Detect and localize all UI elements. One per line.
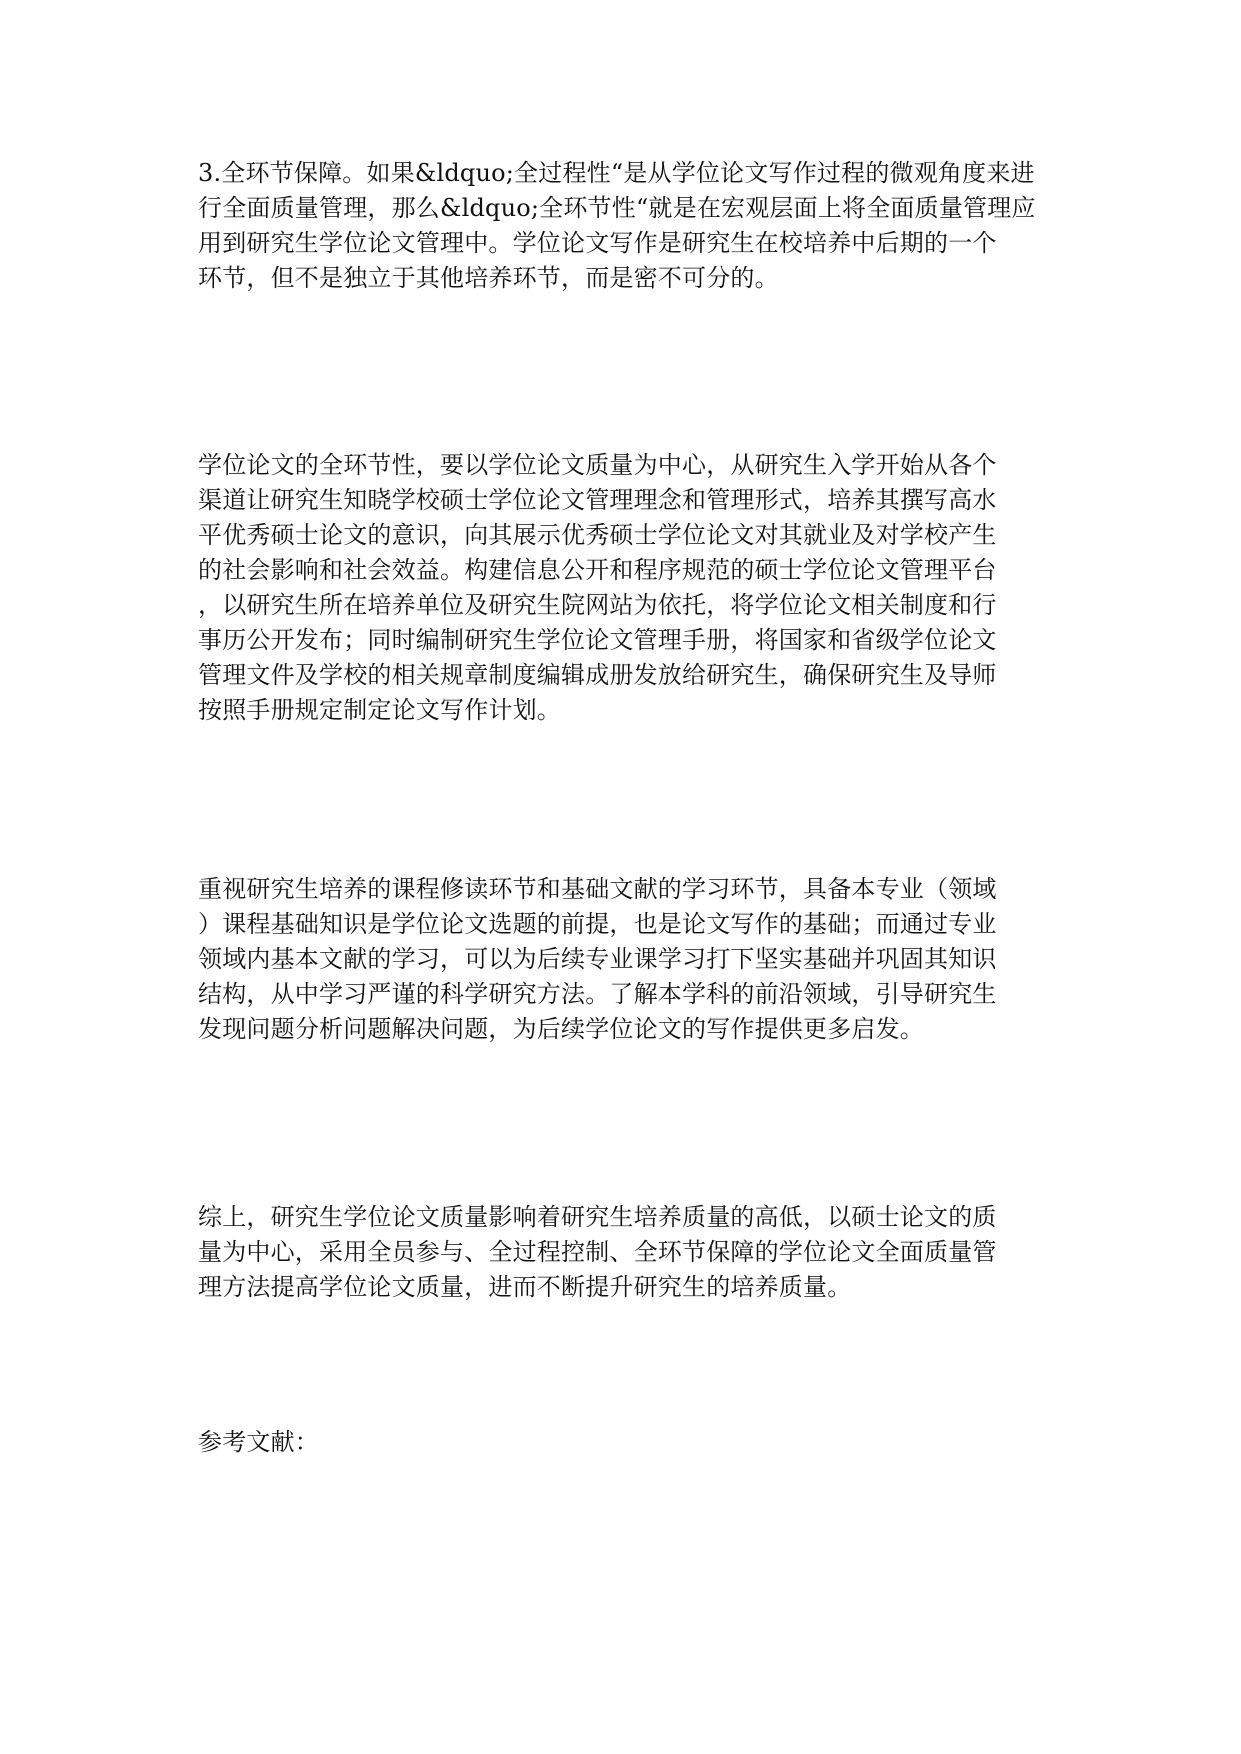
text-line: 学位论文的全环节性，要以学位论文质量为中心，从研究生入学开始从各个 <box>198 451 997 479</box>
paragraph-full-stage-assurance <box>198 156 1038 296</box>
paragraph-conclusion <box>198 1200 1038 1305</box>
text-line: 综上，研究生学位论文质量影响着研究生培养质量的高低，以硕士论文的质 <box>198 1203 997 1231</box>
text-line: 的社会影响和社会效益。构建信息公开和程序规范的硕士学位论文管理平台 <box>198 556 997 584</box>
text-line: 发现问题分析问题解决问题，为后续学位论文的写作提供更多启发。 <box>198 1015 924 1043</box>
references-heading <box>198 1425 1038 1460</box>
text-line: 重视研究生培养的课程修读环节和基础文献的学习环节，具备本专业（领域 <box>198 875 997 903</box>
text-line: 结构，从中学习严谨的科学研究方法。了解本学科的前沿领域，引导研究生 <box>198 980 997 1008</box>
paragraph-course-study <box>198 872 1038 1047</box>
text-line: 环节，但不是独立于其他培养环节，而是密不可分的。 <box>198 264 779 292</box>
text-line: 平优秀硕士论文的意识，向其展示优秀硕士学位论文对其就业及对学校产生 <box>198 521 997 549</box>
text-line: 渠道让研究生知晓学校硕士学位论文管理理念和管理形式，培养其撰写高水 <box>198 486 997 514</box>
text-line: 行全面质量管理，那么&ldquo;全环节性“就是在宏观层面上将全面质量管理应 <box>198 194 1036 222</box>
text-line: ）课程基础知识是学位论文选题的前提，也是论文写作的基础；而通过专业 <box>198 910 997 938</box>
text-line: 参考文献： <box>198 1428 319 1456</box>
text-line: 领域内基本文献的学习，可以为后续专业课学习打下坚实基础并巩固其知识 <box>198 945 997 973</box>
text-line: 理方法提高学位论文质量，进而不断提升研究生的培养质量。 <box>198 1273 852 1301</box>
text-line: ，以研究生所在培养单位及研究生院网站为依托，将学位论文相关制度和行 <box>198 591 997 619</box>
text-line: 事历公开发布；同时编制研究生学位论文管理手册，将国家和省级学位论文 <box>198 626 997 654</box>
text-line: 管理文件及学校的相关规章制度编辑成册发放给研究生，确保研究生及导师 <box>198 661 997 689</box>
text-line: 按照手册规定制定论文写作计划。 <box>198 696 561 724</box>
paragraph-full-stage-nature <box>198 448 1038 728</box>
text-line: 3.全环节保障。如果&ldquo;全过程性“是从学位论文写作过程的微观角度来进 <box>198 159 1035 187</box>
text-line: 用到研究生学位论文管理中。学位论文写作是研究生在校培养中后期的一个 <box>198 229 997 257</box>
text-line: 量为中心，采用全员参与、全过程控制、全环节保障的学位论文全面质量管 <box>198 1238 997 1266</box>
